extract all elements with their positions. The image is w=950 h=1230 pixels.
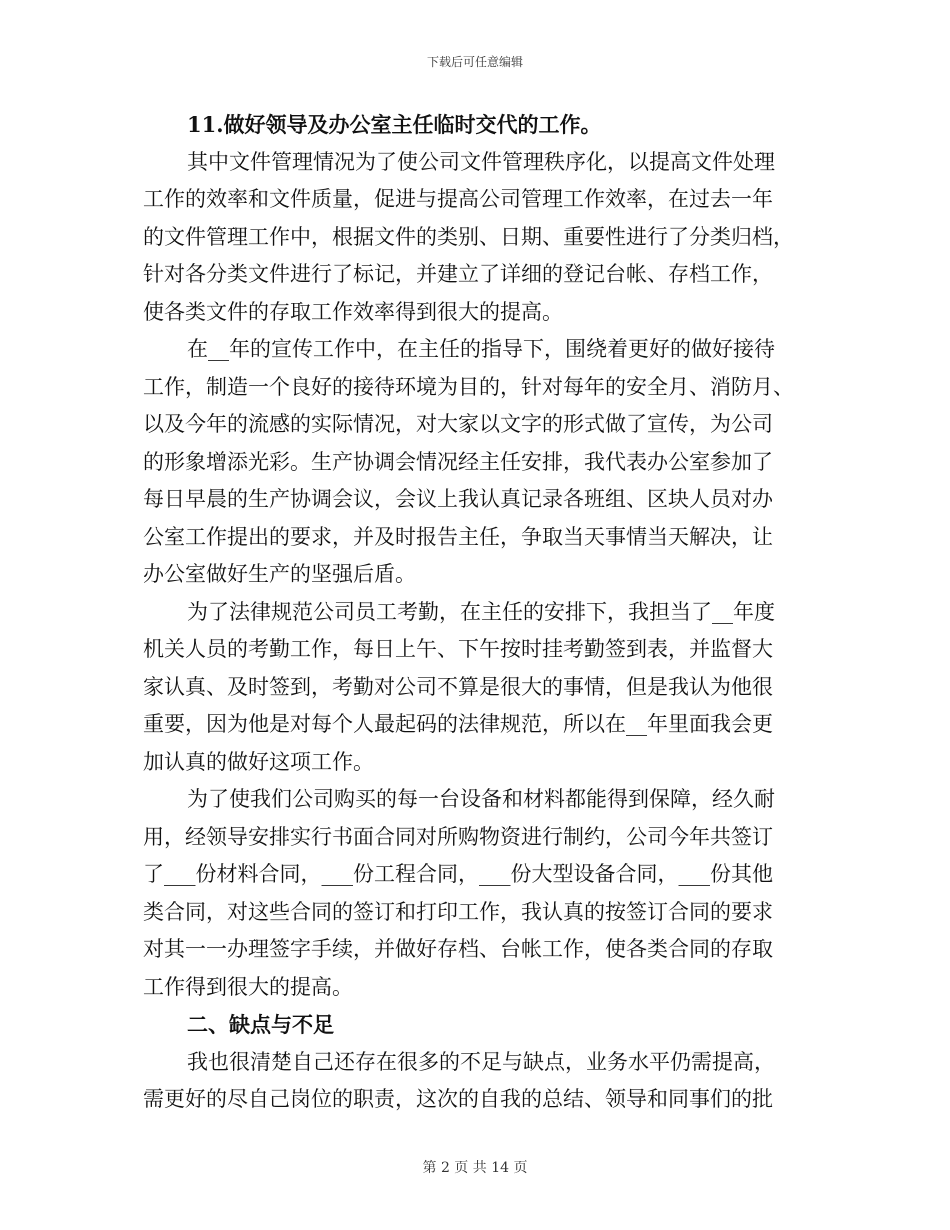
text-line: 加认真的做好这项工作。	[143, 749, 374, 774]
text-line: 我也很清楚自己还存在很多的不足与缺点，业务水平仍需提高，	[187, 1049, 775, 1074]
text-line: 为了法律规范公司员工考勤，在主任的安排下，我担当了__年度	[187, 599, 775, 624]
text-line: 为了使我们公司购买的每一台设备和材料都能得到保障，经久耐	[187, 787, 775, 811]
text-line: 对其一一办理签字手续，并做好存档、台帐工作，使各类合同的存取	[143, 937, 773, 961]
section-heading: 二、缺点与不足	[187, 1012, 334, 1037]
text-line: 的形象增添光彩。生产协调会情况经主任安排，我代表办公室参加了	[143, 449, 773, 474]
text-line: 了___份材料合同，___份工程合同，___份大型设备合同，___份其他	[143, 862, 773, 886]
text-line: 机关人员的考勤工作，每日上午、下午按时挂考勤签到表，并监督大	[143, 637, 773, 661]
text-line: 工作的效率和文件质量，促进与提高公司管理工作效率，在过去一年	[143, 187, 773, 211]
text-line: 需更好的尽自己岗位的职责，这次的自我的总结、领导和同事们的批	[143, 1087, 773, 1111]
text-line: 工作得到很大的提高。	[143, 974, 353, 999]
text-line: 每日早晨的生产协调会议，会议上我认真记录各班组、区块人员对办	[143, 487, 773, 511]
text-line: 在__年的宣传工作中，在主任的指导下，围绕着更好的做好接待	[187, 337, 775, 361]
text-line: 其中文件管理情况为了使公司文件管理秩序化，以提高文件处理	[187, 149, 775, 174]
section-heading: 11.做好领导及办公室主任临时交代的工作。	[187, 112, 602, 137]
text-line: 类合同，对这些合同的签订和打印工作，我认真的按签订合同的要求	[143, 899, 773, 924]
text-line: 的文件管理工作中，根据文件的类别、日期、重要性进行了分类归档，	[143, 224, 794, 249]
text-line: 重要，因为他是对每个人最起码的法律规范，所以在__年里面我会更	[143, 712, 773, 736]
document-body	[143, 106, 815, 1119]
text-line: 公室工作提出的要求，并及时报告主任，争取当天事情当天解决，让	[143, 524, 773, 549]
text-line: 用，经领导安排实行书面合同对所购物资进行制约，公司今年共签订	[143, 824, 773, 849]
text-line: 使各类文件的存取工作效率得到很大的提高。	[143, 299, 563, 324]
text-line: 工作，制造一个良好的接待环境为目的，针对每年的安全月、消防月、	[143, 374, 794, 399]
text-line: 针对各分类文件进行了标记，并建立了详细的登记台帐、存档工作，	[143, 262, 773, 286]
text-line: 办公室做好生产的坚强后盾。	[143, 562, 416, 586]
page-footer: 第 2 页 共 14 页	[422, 1160, 528, 1176]
page-header: 下载后可任意编辑	[426, 55, 523, 69]
text-line: 家认真、及时签到，考勤对公司不算是很大的事情，但是我认为他很	[143, 674, 773, 699]
text-line: 以及今年的流感的实际情况，对大家以文字的形式做了宣传，为公司	[143, 412, 773, 436]
